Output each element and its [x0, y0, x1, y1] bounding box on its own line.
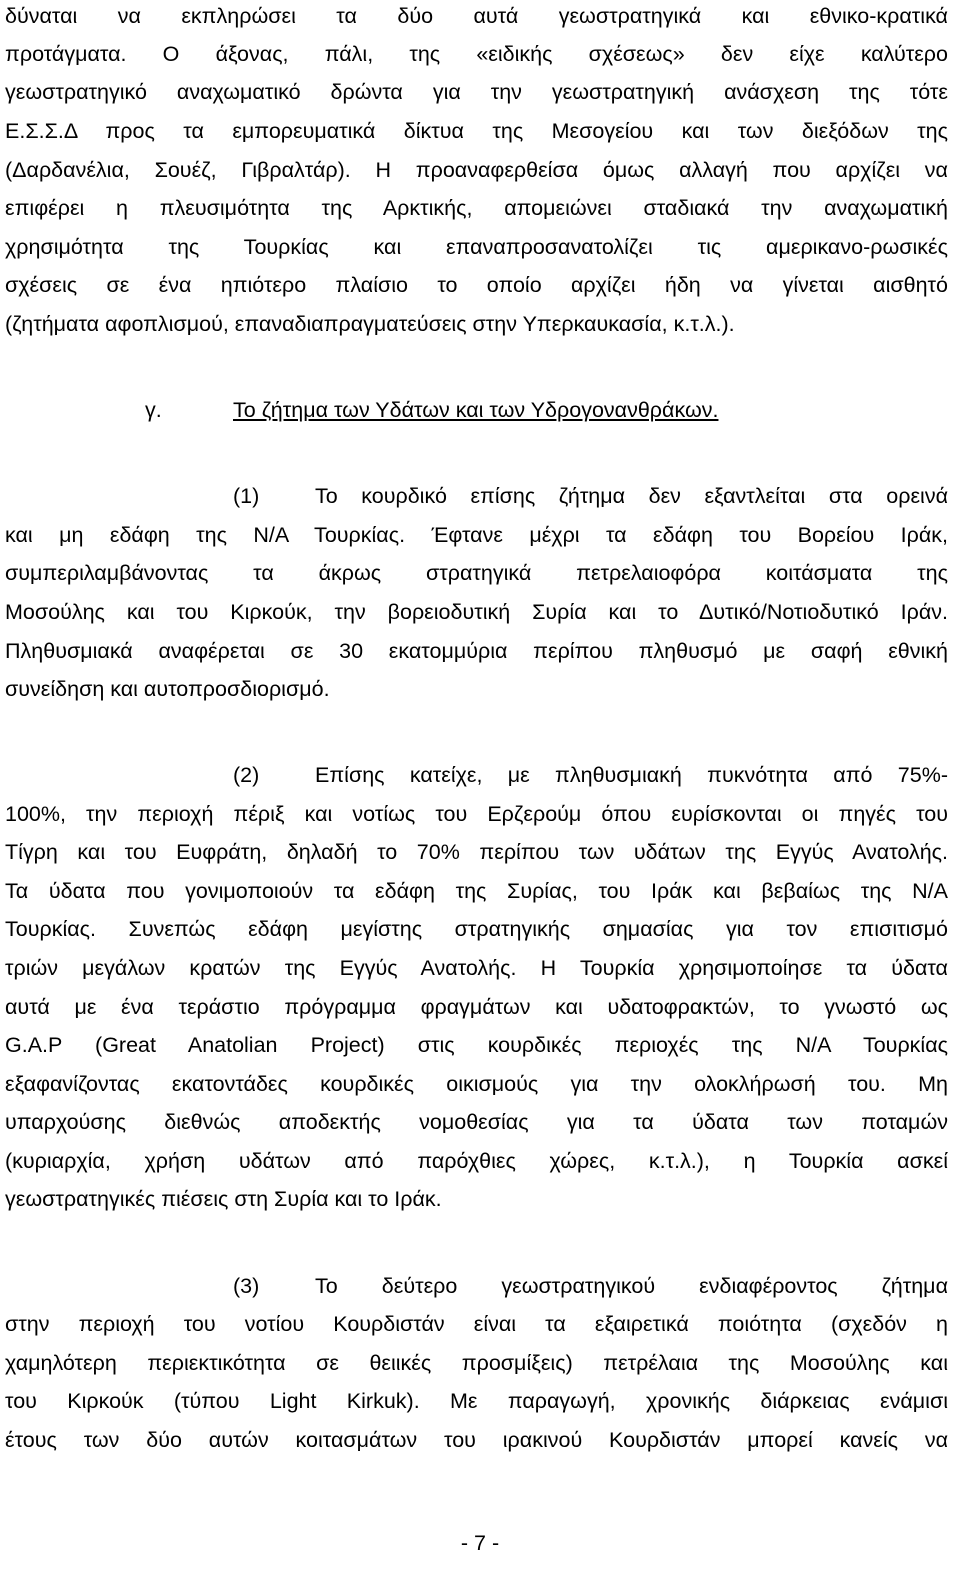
paragraph-2-number: (2) — [233, 763, 260, 787]
intro-line-6: επιφέρει η πλευσιμότητα της Αρκτικής, απομειώνει σταδιακά την αναχωματική — [5, 196, 948, 220]
paragraph-2-first-text: Επίσης κατείχε, με πληθυσμιακή πυκνότητα από 75%- — [315, 763, 948, 787]
intro-line-8: σχέσεις σε ένα ηπιότερο πλαίσιο το οποίο αρχίζει ήδη να γίνεται αισθητό — [5, 273, 948, 297]
intro-line-9: (ζητήματα αφοπλισμού, επαναδιαπραγματεύσεις στην Υπερκαυκασία, κ.τ.λ.). — [5, 312, 735, 336]
paragraph-1-number: (1) — [233, 484, 260, 508]
intro-line-4: Ε.Σ.Σ.Δ προς τα εμπορευματικά δίκτυα της Μεσογείου και των διεξόδων της — [5, 119, 948, 143]
paragraph-2-line-12: γεωστρατηγικές πιέσεις στη Συρία και το Ιράκ. — [5, 1187, 442, 1211]
paragraph-2-line-11: (κυριαρχία, χρήση υδάτων από παρόχθιες χώρες, κ.τ.λ.), η Τουρκία ασκεί — [5, 1149, 948, 1173]
intro-line-7: χρησιμότητα της Τουρκίας και επαναπροσανατολίζει τις αμερικανο-ρωσικές — [5, 235, 948, 259]
paragraph-2-line-7: αυτά με ένα τεράστιο πρόγραμμα φραγμάτων και υδατοφρακτών, το γνωστό ως — [5, 995, 948, 1019]
paragraph-1-line-3: συμπεριλαμβάνοντας τα άκρως στρατηγικά πετρελαιοφόρα κοιτάσματα της — [5, 561, 948, 585]
paragraph-1-line-2: και μη εδάφη της Ν/Α Τουρκίας. Έφτανε μέχρι τα εδάφη του Βορείου Ιράκ, — [5, 523, 948, 547]
paragraph-2-line-6: τριών μεγάλων κρατών της Εγγύς Ανατολής. Η Τουρκία χρησιμοποίησε τα ύδατα — [5, 956, 948, 980]
paragraph-2-line-9: εξαφανίζοντας εκατοντάδες κουρδικές οικισμούς για την ολοκλήρωσή του. Μη — [5, 1072, 948, 1096]
paragraph-1-line-4: Μοσούλης και του Κιρκούκ, την βορειοδυτική Συρία και το Δυτικό/Νοτιοδυτικό Ιράν. — [5, 600, 948, 624]
paragraph-3-line-2: στην περιοχή του νοτίου Κουρδιστάν είναι τα εξαιρετικά ποιότητα (σχεδόν η — [5, 1312, 948, 1336]
paragraph-2-line-5: Τουρκίας. Συνεπώς εδάφη μεγίστης στρατηγικής σημασίας για τον επισιτισμό — [5, 917, 948, 941]
page-number: - 7 - — [460, 1531, 500, 1555]
paragraph-2-line-3: Τίγρη και του Ευφράτη, δηλαδή το 70% περίπου των υδάτων της Εγγύς Ανατολής. — [5, 840, 948, 864]
paragraph-2-line-10: υπαρχούσης διεθνώς αποδεκτής νομοθεσίας για τα ύδατα των ποταμών — [5, 1110, 948, 1134]
section-number: γ. — [145, 398, 162, 422]
paragraph-2-line-4: Τα ύδατα που γονιμοποιούν τα εδάφη της Συρίας, του Ιράκ και βεβαίως της Ν/Α — [5, 879, 948, 903]
intro-line-5: (Δαρδανέλια, Σουέζ, Γιβραλτάρ). Η προαναφερθείσα όμως αλλαγή που αρχίζει να — [5, 158, 948, 182]
paragraph-1-first-text: Το κουρδικό επίσης ζήτημα δεν εξαντλείται στα ορεινά — [315, 484, 948, 508]
intro-line-3: γεωστρατηγικό αναχωματικό δρώντα για την γεωστρατηγική ανάσχεση της τότε — [5, 80, 948, 104]
paragraph-3-line-3: χαμηλότερη περιεκτικότητα σε θειικές προσμίξεις) πετρέλαια της Μοσούλης και — [5, 1351, 948, 1375]
paragraph-2-line-2: 100%, την περιοχή πέριξ και νοτίως του Ερζερούμ όπου ευρίσκονται οι πηγές του — [5, 802, 948, 826]
paragraph-3-first-text: Το δεύτερο γεωστρατηγικού ενδιαφέροντος ζήτημα — [315, 1274, 948, 1298]
paragraph-3-line-5: έτους των δύο αυτών κοιτασμάτων του ιρακινού Κουρδιστάν μπορεί κανείς να — [5, 1428, 948, 1452]
intro-line-1: δύναται να εκπληρώσει τα δύο αυτά γεωστρατηγικά και εθνικο-κρατικά — [5, 4, 948, 28]
paragraph-3-line-4: του Κιρκούκ (τύπου Light Kirkuk). Με παραγωγή, χρονικής διάρκειας ενάμισι — [5, 1389, 948, 1413]
paragraph-2-line-8: G.A.P (Great Anatolian Project) στις κουρδικές περιοχές της Ν/Α Τουρκίας — [5, 1033, 948, 1057]
paragraph-1-line-6: συνείδηση και αυτοπροσδιορισμό. — [5, 677, 330, 701]
paragraph-1-line-5: Πληθυσμιακά αναφέρεται σε 30 εκατομμύρια περίπου πληθυσμό με σαφή εθνική — [5, 639, 948, 663]
paragraph-3-number: (3) — [233, 1274, 260, 1298]
intro-line-2: προτάγματα. Ο άξονας, πάλι, της «ειδικής σχέσεως» δεν είχε καλύτερο — [5, 42, 948, 66]
section-title: Το ζήτημα των Υδάτων και των Υδρογονανθράκων. — [233, 398, 719, 422]
